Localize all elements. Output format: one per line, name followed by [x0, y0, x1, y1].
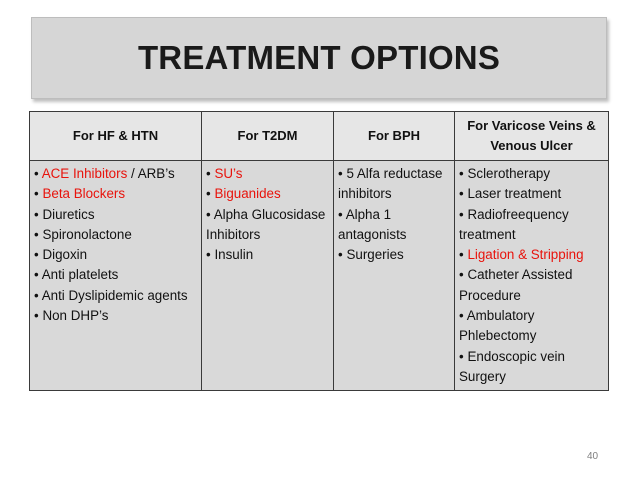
- list-item: [338, 205, 450, 246]
- item-text: Radiofreequency treatment: [459, 206, 569, 242]
- highlighted-text: Beta Blockers: [42, 186, 126, 202]
- list-item: [34, 286, 197, 306]
- highlighted-text: SU’s: [214, 166, 243, 181]
- bullet: •: [34, 166, 39, 181]
- treatment-table: [29, 111, 609, 391]
- bullet: •: [34, 186, 39, 202]
- col-t2dm: [202, 161, 334, 391]
- bullet: •: [338, 247, 343, 263]
- bullet: •: [206, 206, 211, 222]
- header-varicose: For Varicose Veins & Venous Ulcer: [455, 112, 609, 161]
- list-item: [206, 205, 329, 246]
- list-item: [338, 164, 450, 205]
- list-item: [459, 347, 604, 388]
- col-hf-htn: [30, 161, 202, 391]
- header-t2dm: For T2DM: [202, 112, 334, 161]
- bullet: •: [459, 247, 464, 263]
- bullet: •: [338, 206, 343, 222]
- bullet: •: [338, 166, 343, 181]
- bullet: •: [459, 166, 464, 181]
- bullet: •: [459, 186, 464, 202]
- bullet: •: [34, 308, 39, 324]
- list-item: [34, 205, 197, 225]
- bullet: •: [34, 206, 39, 222]
- item-text: Endoscopic vein Surgery: [459, 348, 565, 384]
- col-varicose: [455, 161, 609, 391]
- title-banner: [31, 17, 607, 99]
- bullet: •: [459, 206, 464, 222]
- item-text: Alpha 1 antagonists: [338, 206, 407, 242]
- list-item: [206, 245, 329, 265]
- item-text: Non DHP’s: [42, 308, 109, 324]
- item-text: Spironolactone: [42, 226, 132, 242]
- bullet: •: [459, 348, 464, 364]
- highlighted-text: Biguanides: [214, 186, 281, 202]
- list-item: [34, 245, 197, 265]
- list-item: [459, 164, 604, 184]
- col-bph: [334, 161, 455, 391]
- page-number: 40: [587, 451, 599, 462]
- list-item: [338, 245, 450, 265]
- item-text: 5 Alfa reductase inhibitors: [338, 166, 443, 202]
- list-item: [459, 245, 604, 265]
- list-item: [206, 164, 329, 184]
- item-text: Anti Dyslipidemic agents: [41, 287, 188, 303]
- item-text: Digoxin: [42, 247, 88, 263]
- list-item: [459, 184, 604, 204]
- item-text: Ambulatory Phlebectomy: [459, 308, 537, 344]
- highlighted-text: Ligation & Stripping: [467, 247, 584, 263]
- item-text: / ARB’s: [127, 166, 175, 181]
- item-text: Anti platelets: [41, 267, 119, 283]
- list-item: [34, 306, 197, 326]
- bullet: •: [34, 267, 39, 283]
- list-item: [34, 225, 197, 245]
- bullet: •: [459, 308, 464, 324]
- item-text: Alpha Glucosidase Inhibitors: [206, 206, 326, 242]
- list-item: [206, 184, 329, 204]
- bullet: •: [206, 247, 211, 263]
- bullet: •: [206, 166, 211, 181]
- item-text: Catheter Assisted Procedure: [459, 267, 573, 303]
- list-item: [34, 164, 197, 184]
- list-item: [34, 265, 197, 285]
- header-row: [30, 112, 609, 161]
- item-text: Insulin: [214, 247, 254, 263]
- item-text: Surgeries: [346, 247, 404, 263]
- content-row: [30, 161, 609, 391]
- bullet: •: [459, 267, 464, 283]
- list-item: [459, 306, 604, 347]
- item-text: Sclerotherapy: [467, 166, 551, 181]
- header-bph: For BPH: [334, 112, 455, 161]
- bullet: •: [34, 226, 39, 242]
- item-text: Diuretics: [42, 206, 95, 222]
- bullet: •: [34, 247, 39, 263]
- header-hf-htn: For HF & HTN: [30, 112, 202, 161]
- list-item: [34, 184, 197, 204]
- list-item: [459, 265, 604, 306]
- list-item: [459, 205, 604, 246]
- highlighted-text: ACE Inhibitors: [41, 166, 128, 181]
- bullet: •: [206, 186, 211, 202]
- slide-title: TREATMENT OPTIONS: [137, 39, 501, 76]
- bullet: •: [34, 287, 39, 303]
- item-text: Laser treatment: [467, 186, 562, 202]
